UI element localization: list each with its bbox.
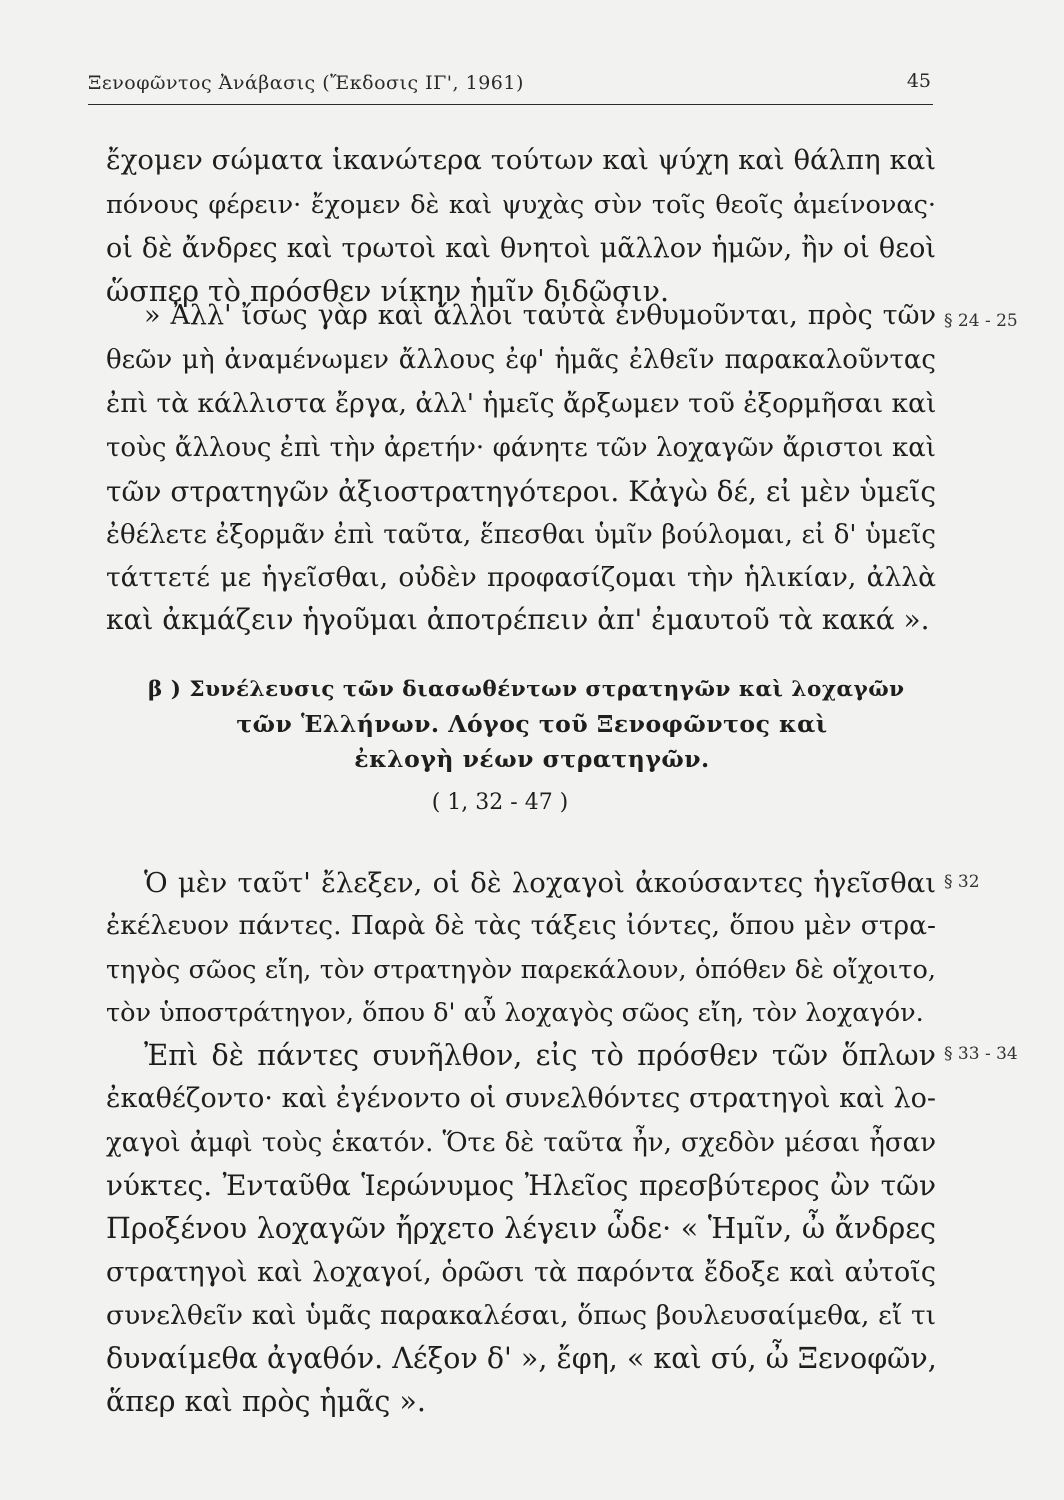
- text-line: τηγὸς σῶος εἴη, τὸν στρατηγὸν παρεκάλουν, ὁπόθεν δὲ οἴχοιτο,: [106, 955, 936, 985]
- text-line: δυναίμεθα ἀγαθόν. Λέξον δ' », ἔφη, « καὶ σύ, ὦ Ξενοφῶν,: [106, 1342, 937, 1375]
- text-line: τῶν στρατηγῶν ἀξιοστρατηγότεροι. Κἀγὼ δέ, εἰ μὲν ὑμεῖς: [106, 475, 936, 508]
- margin-section-ref: § 32: [944, 872, 980, 892]
- text-line: καὶ ἀκμάζειν ἡγοῦμαι ἀποτρέπειν ἀπ' ἐμαυτοῦ τὰ κακά ».: [106, 603, 930, 636]
- text-line: ἔχομεν σώματα ἱκανώτερα τούτων καὶ ψύχη καὶ θάλπη καὶ: [106, 144, 936, 176]
- text-line: Προξένου λοχαγῶν ἤρχετο λέγειν ὧδε· « Ἡμῖν, ὦ ἄνδρες: [106, 1212, 936, 1245]
- text-line: ἐκέλευον πάντες. Παρὰ δὲ τὰς τάξεις ἰόντες, ὅπου μὲν στρα-: [106, 910, 936, 941]
- margin-section-ref: § 24 - 25: [944, 311, 1018, 331]
- margin-section-ref: § 33 - 34: [944, 1044, 1018, 1064]
- text-line: Ἐπὶ δὲ πάντες συνῆλθον, εἰς τὸ πρόσθεν τῶν ὅπλων: [144, 1039, 936, 1072]
- text-line: πόνους φέρειν· ἔχομεν δὲ καὶ ψυχὰς σὺν τοῖς θεοῖς ἀμείνονας·: [106, 190, 936, 220]
- text-line: Ὁ μὲν ταῦτ' ἔλεξεν, οἱ δὲ λοχαγοὶ ἀκούσαντες ἡγεῖσθαι: [144, 867, 936, 899]
- text-line: συνελθεῖν καὶ ὑμᾶς παρακαλέσαι, ὅπως βουλευσαίμεθα, εἴ τι: [106, 1300, 936, 1331]
- section-heading-line: τῶν Ἑλλήνων. Λόγος τοῦ Ξενοφῶντος καὶ: [236, 710, 828, 738]
- section-heading-line: β ) Συνέλευσις τῶν διασωθέντων στρατηγῶν καὶ λοχαγῶν: [148, 677, 905, 702]
- text-line: θεῶν μὴ ἀναμένωμεν ἄλλους ἐφ' ἡμᾶς ἐλθεῖν παρακαλοῦντας: [106, 345, 936, 375]
- section-reference: ( 1, 32 - 47 ): [431, 790, 569, 815]
- page-number: 45: [906, 70, 931, 92]
- text-line: ἐκαθέζοντο· καὶ ἐγένοντο οἱ συνελθόντες στρατηγοὶ καὶ λο-: [106, 1083, 936, 1114]
- section-heading-line: ἐκλογὴ νέων στρατηγῶν.: [354, 745, 710, 773]
- running-title: Ξενοφῶντος Ἀνάβασις (Ἔκδοσις ΙΓ', 1961): [88, 72, 524, 94]
- text-line: στρατηγοὶ καὶ λοχαγοί, ὁρῶσι τὰ παρόντα ἔδοξε καὶ αὐτοῖς: [106, 1257, 936, 1288]
- text-line: τοὺς ἄλλους ἐπὶ τὴν ἀρετήν· φάνητε τῶν λοχαγῶν ἄριστοι καὶ: [106, 433, 936, 463]
- text-line: ἐπὶ τὰ κάλλιστα ἔργα, ἀλλ' ἡμεῖς ἄρξωμεν τοῦ ἐξορμῆσαι καὶ: [106, 388, 937, 419]
- text-line: ἅπερ καὶ πρὸς ἡμᾶς ».: [106, 1385, 426, 1418]
- text-line: νύκτες. Ἐνταῦθα Ἱερώνυμος Ἠλεῖος πρεσβύτερος ὢν τῶν: [106, 1169, 936, 1202]
- running-head: [88, 70, 933, 105]
- text-line: ὥσπερ τὸ πρόσθεν νίκην ἡμῖν διδῶσιν.: [106, 275, 670, 308]
- text-line: τὸν ὑποστράτηγον, ὅπου δ' αὖ λοχαγὸς σῶος εἴη, τὸν λοχαγόν.: [106, 998, 924, 1028]
- text-line: ἐθέλετε ἐξορμᾶν ἐπὶ ταῦτα, ἕπεσθαι ὑμῖν βούλομαι, εἰ δ' ὑμεῖς: [106, 520, 936, 550]
- text-line: » Ἀλλ' ἴσως γὰρ καὶ ἄλλοι ταὐτὰ ἐνθυμοῦνται, πρὸς τῶν: [144, 300, 936, 331]
- text-line: τάττετέ με ἡγεῖσθαι, οὐδὲν προφασίζομαι τὴν ἡλικίαν, ἀλλὰ: [106, 562, 936, 593]
- text-line: οἱ δὲ ἄνδρες καὶ τρωτοὶ καὶ θνητοὶ μᾶλλον ἡμῶν, ἢν οἱ θεοὶ: [106, 233, 936, 264]
- text-line: χαγοὶ ἀμφὶ τοὺς ἑκατόν. Ὅτε δὲ ταῦτα ἦν, σχεδὸν μέσαι ἦσαν: [106, 1128, 936, 1158]
